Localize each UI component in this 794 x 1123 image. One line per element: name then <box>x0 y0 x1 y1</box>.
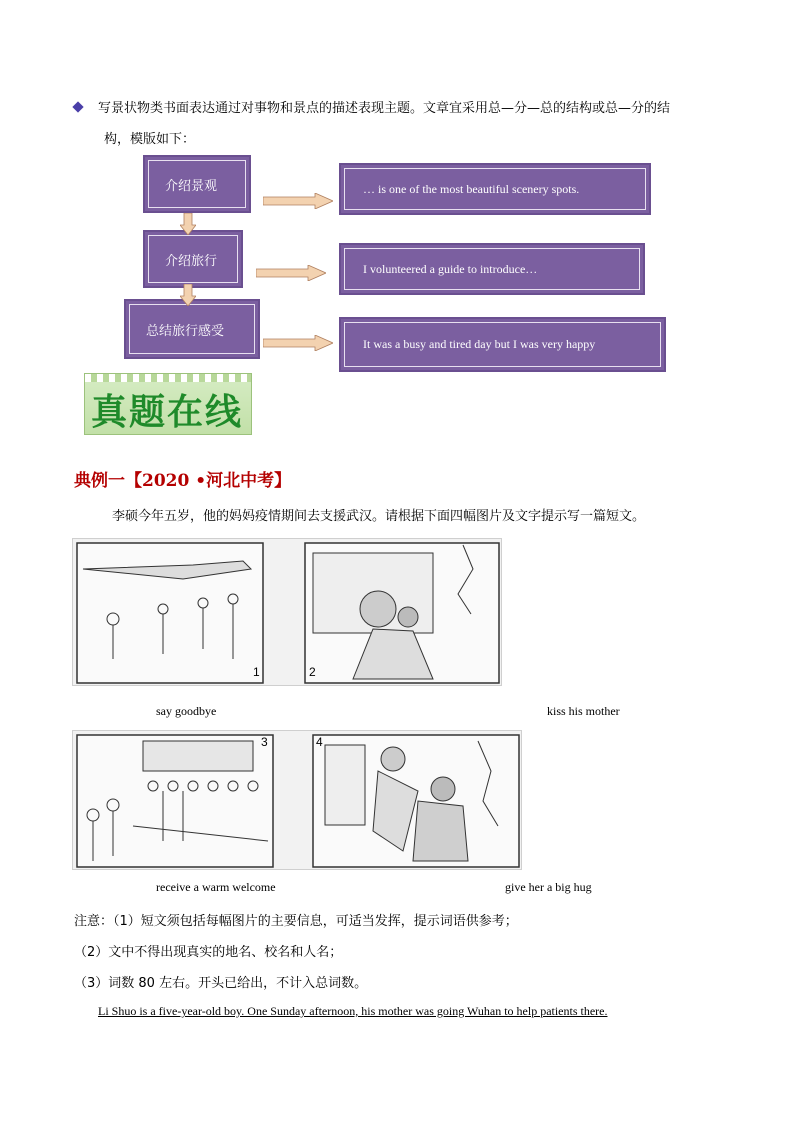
box-label: It was a busy and tired day but I was very happy <box>344 322 661 367</box>
caption-2: kiss his mother <box>547 704 620 718</box>
intro-line-1: 写景状物类书面表达通过对事物和景点的描述表现主题。文章宜采用总—分—总的结构或总—分的结 <box>98 101 671 116</box>
picture-number: 4 <box>316 735 323 749</box>
banner-text: 真题在线 <box>91 391 244 433</box>
example-heading: 典例一【2020 •河北中考】 <box>74 471 292 491</box>
bullet-icon <box>72 101 83 112</box>
real-exam-banner <box>84 373 252 435</box>
arrow-right-icon <box>263 335 333 351</box>
picture-number: 2 <box>309 665 316 679</box>
box-label: I volunteered a guide to introduce… <box>344 248 640 290</box>
intro-line-2: 构，模版如下： <box>104 132 196 147</box>
box-english-3 <box>339 317 666 372</box>
arrow-down-icon <box>180 284 196 306</box>
task-prompt: 李硕今年五岁，他的妈妈疫情期间去支援武汉。请根据下面四幅图片及文字提示写一篇短文。 <box>112 509 646 524</box>
caption-4: give her a big hug <box>505 880 592 894</box>
arrow-down-icon <box>180 213 196 235</box>
illustration-goodbye-image <box>73 539 502 686</box>
box-english-2 <box>339 243 645 295</box>
picture-row-1 <box>72 538 502 686</box>
arrow-right-icon <box>256 265 326 281</box>
arrow-right-icon <box>263 193 333 209</box>
picture-number: 1 <box>253 665 260 679</box>
box-summary-feelings <box>124 299 260 359</box>
picture-number: 3 <box>261 735 268 749</box>
note-2: （2）文中不得出现真实的地名、校名和人名； <box>74 945 343 960</box>
box-introduce-scenery <box>143 155 251 213</box>
caption-3: receive a warm welcome <box>156 880 276 894</box>
illustration-welcome-image <box>73 731 522 870</box>
opening-sentence: Li Shuo is a five-year-old boy. One Sunday afternoon, his mother was going Wuhan to help patients there. <box>98 1004 608 1018</box>
note-3: （3）词数 80 左右。开头已给出，不计入总词数。 <box>74 976 368 991</box>
box-introduce-trip <box>143 230 243 288</box>
note-1: 注意：（1）短文须包括每幅图片的主要信息，可适当发挥，提示词语供参考； <box>74 914 518 929</box>
box-label: 介绍旅行 <box>148 235 238 283</box>
box-label: … is one of the most beautiful scenery spots. <box>344 168 646 210</box>
caption-1: say goodbye <box>156 704 217 718</box>
banner-border <box>85 374 251 382</box>
box-label: 总结旅行感受 <box>129 304 255 354</box>
picture-row-2 <box>72 730 522 870</box>
box-english-1 <box>339 163 651 215</box>
box-label: 介绍景观 <box>148 160 246 208</box>
